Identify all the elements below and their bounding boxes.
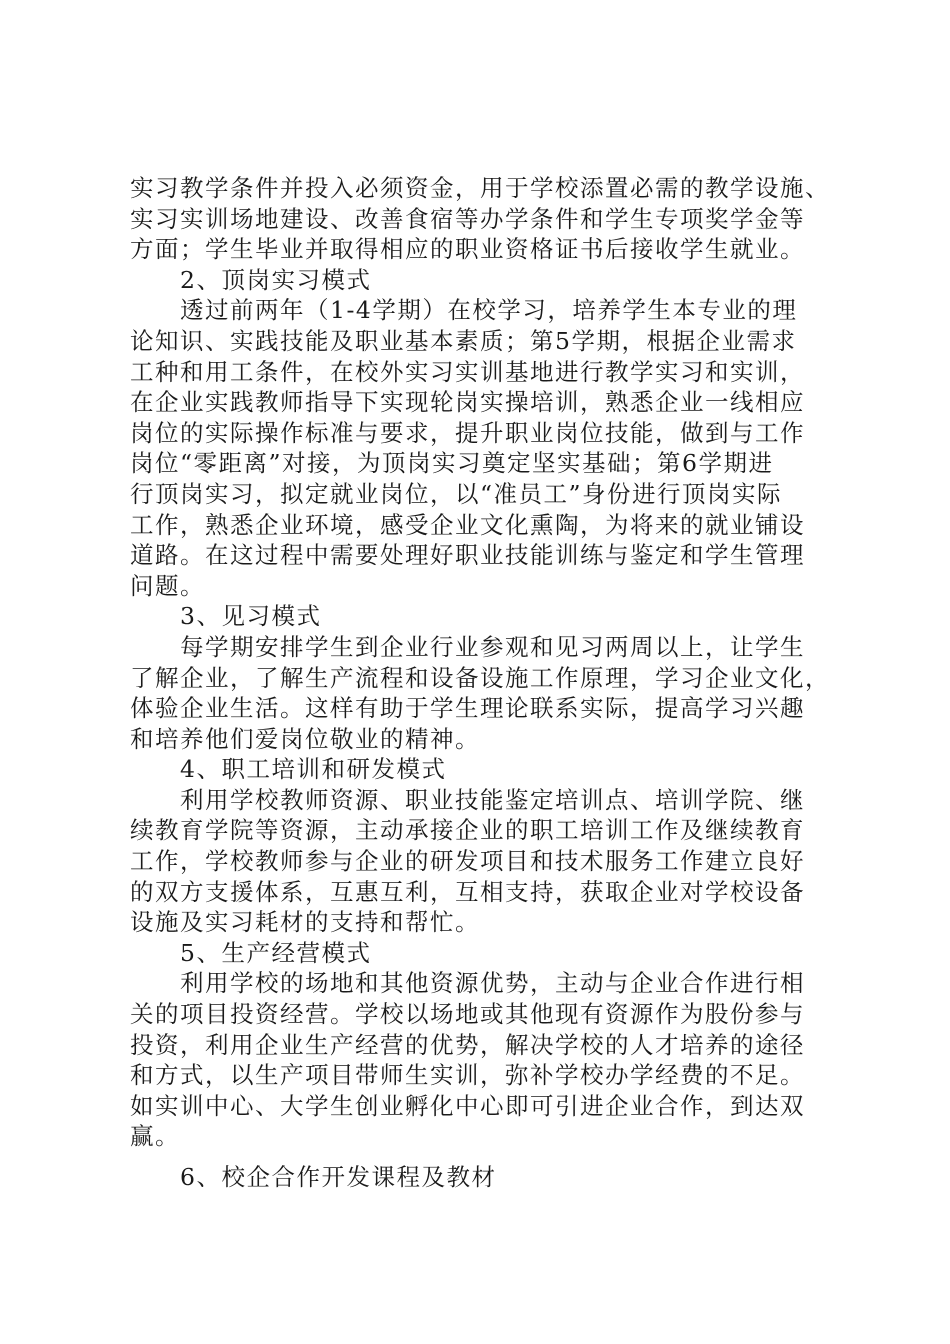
text-line: 的双方支援体系，互惠互利，互相支持，获取企业对学校设备 — [130, 877, 805, 906]
section-dinggang — [130, 265, 830, 602]
text-line: 透过前两年（1-4学期）在校学习，培养学生本专业的理 — [180, 296, 798, 325]
section-heading: 6、校企合作开发课程及教材 — [180, 1163, 497, 1191]
text-line: 设施及实习耗材的支持和帮忙。 — [130, 908, 480, 937]
text-line: 实习教学条件并投入必须资金，用于学校添置必需的教学设施、 — [130, 174, 830, 202]
text-line: 续教育学院等资源，主动承接企业的职工培训工作及继续教育 — [130, 816, 805, 845]
text-line: 每学期安排学生到企业行业参观和见习两周以上，让学生 — [180, 632, 805, 661]
text-line: 了解企业，了解生产流程和设备设施工作原理，学习企业文化， — [130, 663, 830, 692]
text-line: 行顶岗实习，拟定就业岗位，以“准员工”身份进行顶岗实际 — [130, 479, 783, 508]
text-line: 问题。 — [130, 571, 205, 600]
text-line: 岗位“零距离”对接，为顶岗实习奠定坚实基础；第6学期进 — [130, 449, 774, 478]
text-line: 实习实训场地建设、改善食宿等办学条件和学生专项奖学金等 — [130, 204, 805, 233]
text-line: 工作，熟悉企业环境，感受企业文化熏陶，为将来的就业铺设 — [130, 510, 805, 539]
text-line: 体验企业生活。这样有助于学生理论联系实际，提高学习兴趣 — [130, 694, 805, 723]
text-line: 岗位的实际操作标准与要求，提升职业岗位技能，做到与工作 — [130, 418, 805, 447]
text-line: 道路。在这过程中需要处理好职业技能训练与鉴定和学生管理 — [130, 541, 805, 570]
text-line: 在企业实践教师指导下实现轮岗实操培训，熟悉企业一线相应 — [130, 388, 805, 417]
section-shengchan-jingying — [130, 938, 830, 1152]
text-line: 如实训中心、大学生创业孵化中心即可引进企业合作，到达双 — [130, 1091, 805, 1120]
text-line: 和方式，以生产项目带师生实训，弥补学校办学经费的不足。 — [130, 1061, 805, 1090]
text-line: 投资，利用企业生产经营的优势，解决学校的人才培养的途径 — [130, 1030, 805, 1059]
text-line: 工作，学校教师参与企业的研发项目和技术服务工作建立良好 — [130, 847, 805, 876]
text-line: 关的项目投资经营。学校以场地或其他现有资源作为股份参与 — [130, 1000, 805, 1029]
document-body — [130, 173, 830, 1193]
section-kecheng-jiaocai — [130, 1162, 830, 1193]
section-jianxi — [130, 601, 830, 754]
text-line: 工种和用工条件，在校外实习实训基地进行教学实习和实训， — [130, 357, 805, 386]
text-line: 利用学校教师资源、职业技能鉴定培训点、培训学院、继 — [180, 785, 805, 814]
intro-paragraph — [130, 173, 830, 265]
text-line: 赢。 — [130, 1122, 180, 1151]
section-zhigong-peixun — [130, 754, 830, 938]
text-line: 和培养他们爱岗位敬业的精神。 — [130, 724, 480, 753]
text-line: 利用学校的场地和其他资源优势，主动与企业合作进行相 — [180, 969, 805, 998]
text-line: 方面；学生毕业并取得相应的职业资格证书后接收学生就业。 — [130, 235, 805, 264]
section-heading: 2、顶岗实习模式 — [180, 265, 372, 294]
section-heading: 4、职工培训和研发模式 — [180, 755, 447, 784]
section-heading: 3、见习模式 — [180, 602, 322, 631]
spacer — [130, 1152, 830, 1162]
section-heading: 5、生产经营模式 — [180, 938, 372, 967]
text-line: 论知识、实践技能及职业基本素质；第5学期，根据企业需求 — [130, 326, 797, 355]
